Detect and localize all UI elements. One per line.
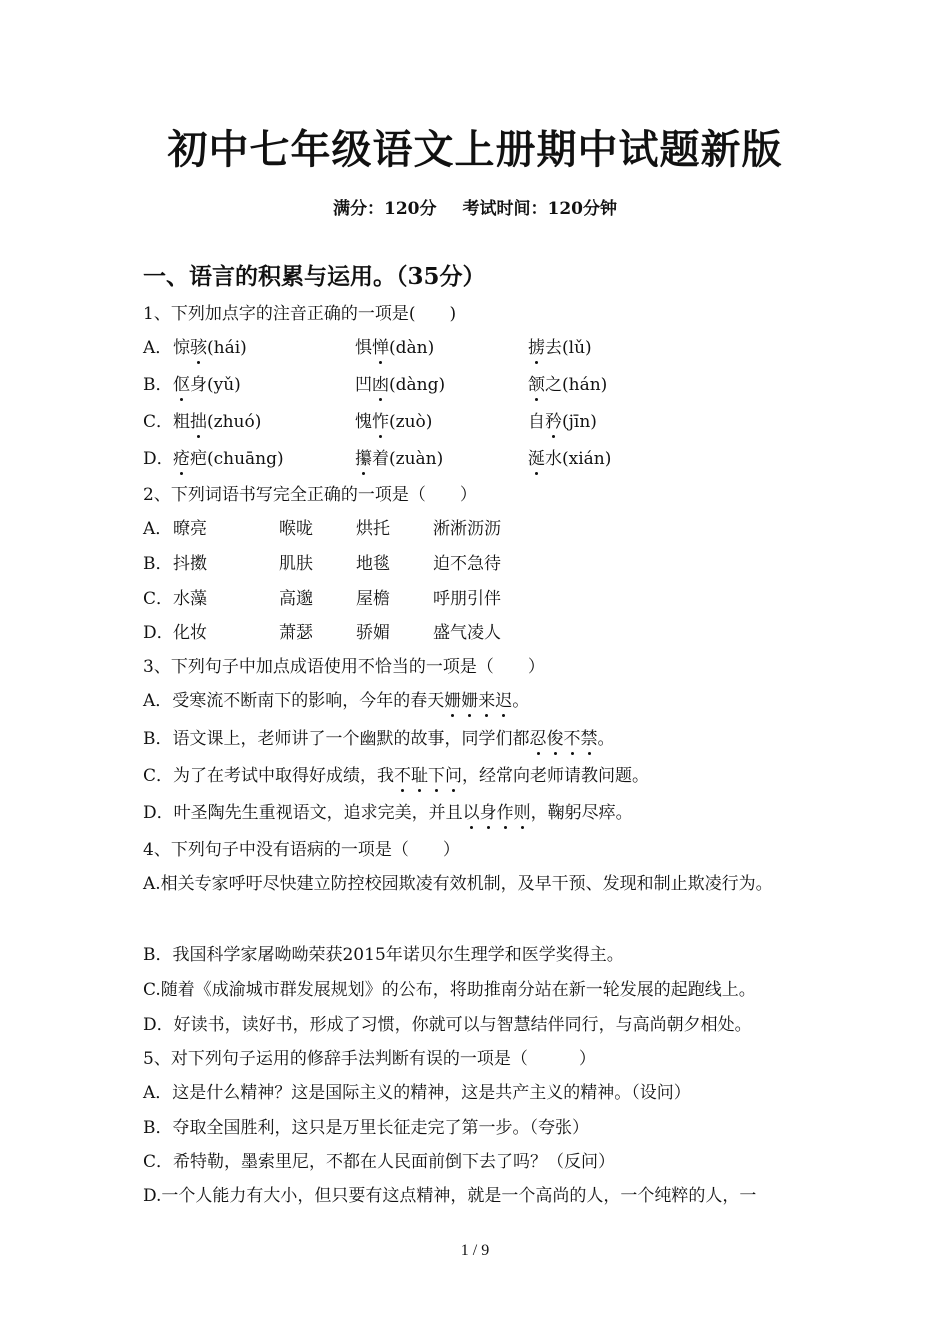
plain-char: 水 (545, 449, 562, 469)
option-word: 高邈 (279, 589, 313, 609)
dotted-char: 伛 (173, 375, 190, 395)
dotted-char: 骇 (190, 338, 207, 358)
sentence-text: D．叶圣陶先生重视语文，追求完美，并且 (143, 803, 463, 823)
question-3-option (143, 801, 813, 825)
plain-char: 去 (545, 338, 562, 358)
dotted-char: 凼 (372, 375, 389, 395)
pinyin: (hái) (207, 338, 247, 358)
plain-char: 粗 (173, 412, 190, 432)
pinyin-item (173, 336, 247, 360)
pinyin-item (173, 447, 284, 471)
dotted-char: 俊 (546, 729, 564, 749)
pinyin: (hán) (562, 375, 608, 395)
dotted-char: 身 (479, 803, 497, 823)
sentence-text: 。 (512, 691, 530, 711)
plain-char: 之 (545, 375, 562, 395)
pinyin: (chuāng) (207, 449, 284, 469)
question-4-option-c: C.随着《成渝城市群发展规划》的公布，将助推南分站在新一轮发展的起跑线上。 (143, 980, 756, 1000)
option-word: 烘托 (356, 519, 390, 539)
option-label: B． (143, 375, 173, 395)
pinyin: (jīn) (562, 412, 597, 432)
sentence-text: ，经常向老师请教问题。 (462, 766, 650, 786)
dotted-char: 颔 (528, 375, 545, 395)
dotted-char: 忍 (529, 729, 547, 749)
dotted-char: 矜 (545, 412, 562, 432)
option-word: 迫不急待 (433, 554, 501, 574)
dotted-char: 不 (394, 766, 412, 786)
question-4-option-a: A.相关专家呼吁尽快建立防控校园欺凌有效机制，及早干预、发现和制止欺凌行为。 (143, 874, 773, 894)
option-word: 水藻 (173, 589, 207, 609)
pinyin: (lǔ) (562, 338, 592, 358)
question-2-stem: 2、下列词语书写完全正确的一项是（ ） (143, 485, 477, 505)
plain-char: 身 (190, 375, 207, 395)
sentence-text: A．受寒流不断南下的影响，今年的春天 (143, 691, 445, 711)
dotted-char: 怍 (372, 412, 389, 432)
page-number: 1 / 9 (460, 1242, 490, 1259)
pinyin: (zhuó) (207, 412, 262, 432)
sentence-text: 。 (597, 729, 615, 749)
plain-char: 疤 (190, 449, 207, 469)
dotted-char: 下 (428, 766, 446, 786)
option-label: A． (143, 519, 173, 539)
question-4-option-b: B．我国科学家屠呦呦荣获2015年诺贝尔生理学和医学奖得主。 (143, 945, 624, 965)
plain-char: 惧 (355, 338, 372, 358)
plain-char: 着 (372, 449, 389, 469)
question-1-stem: 1、下列加点字的注音正确的一项是( ) (143, 304, 457, 324)
exam-meta (0, 194, 950, 219)
dotted-char: 疮 (173, 449, 190, 469)
question-3-option (143, 727, 813, 751)
option-word: 抖擞 (173, 554, 207, 574)
pinyin: (zuò) (389, 412, 433, 432)
option-word: 喉咙 (279, 519, 313, 539)
dotted-char: 耻 (411, 766, 429, 786)
question-5-option-a: A．这是什么精神？这是国际主义的精神，这是共产主义的精神。（设问） (143, 1083, 691, 1103)
dotted-char: 禁 (580, 729, 598, 749)
option-label: D． (143, 449, 174, 469)
pinyin-item (528, 373, 607, 397)
option-word: 化妆 (173, 623, 207, 643)
pinyin-item (355, 410, 432, 434)
sentence-text: ，鞠躬尽瘁。 (530, 803, 633, 823)
pinyin-item (355, 447, 443, 471)
dotted-char: 攥 (355, 449, 372, 469)
question-5-option-d: D.一个人能力有大小，但只要有这点精神，就是一个高尚的人，一个纯粹的人，一 (143, 1186, 757, 1206)
option-label: B． (143, 554, 173, 574)
pinyin: (yǔ) (207, 375, 241, 395)
dotted-char: 则 (513, 803, 531, 823)
dotted-char: 惮 (372, 338, 389, 358)
sentence-text: B．语文课上，老师讲了一个幽默的故事，同学们都 (143, 729, 530, 749)
dotted-char: 不 (563, 729, 581, 749)
dotted-char: 姗 (444, 691, 462, 711)
pinyin: (dàng) (389, 375, 446, 395)
pinyin-item (528, 336, 592, 360)
dotted-char: 掳 (528, 338, 545, 358)
pinyin: (dàn) (389, 338, 435, 358)
sentence-text: C．为了在考试中取得好成绩，我 (143, 766, 395, 786)
plain-char: 自 (528, 412, 545, 432)
option-word: 盛气凌人 (433, 623, 501, 643)
dotted-idiom (444, 691, 512, 711)
dotted-idiom (394, 766, 462, 786)
option-label: A． (143, 338, 173, 358)
dotted-idiom (530, 729, 598, 749)
question-3-option (143, 689, 813, 713)
option-label: D． (143, 623, 174, 643)
pinyin-item (173, 410, 261, 434)
exam-time: 考试时间：120分钟 (462, 199, 617, 219)
option-label: C． (143, 589, 174, 609)
dotted-char: 以 (462, 803, 480, 823)
option-word: 肌肤 (279, 554, 313, 574)
plain-char: 凹 (355, 375, 372, 395)
option-word: 地毯 (356, 554, 390, 574)
pinyin-item (355, 336, 434, 360)
dotted-char: 拙 (190, 412, 207, 432)
pinyin-item (355, 373, 445, 397)
pinyin-item (173, 373, 241, 397)
dotted-char: 姗 (461, 691, 479, 711)
pinyin: (zuàn) (389, 449, 444, 469)
full-score: 满分：120分 (333, 199, 437, 219)
question-5-option-c: C．希特勒，墨索里尼，不都在人民面前倒下去了吗？（反问） (143, 1152, 616, 1172)
pinyin: (xián) (562, 449, 612, 469)
pinyin-item (528, 410, 597, 434)
plain-char: 惊 (173, 338, 190, 358)
question-4-option-d: D．好读书，读好书，形成了习惯，你就可以与智慧结伴同行，与高尚朝夕相处。 (143, 1015, 752, 1035)
dotted-char: 涎 (528, 449, 545, 469)
option-word: 屋檐 (356, 589, 390, 609)
dotted-char: 来 (478, 691, 496, 711)
option-word: 呼朋引伴 (433, 589, 501, 609)
page-title: 初中七年级语文上册期中试题新版 (167, 126, 783, 173)
question-5-stem: 5、对下列句子运用的修辞手法判断有误的一项是（ ） (143, 1049, 596, 1069)
option-word: 萧瑟 (279, 623, 313, 643)
option-label: C． (143, 412, 174, 432)
dotted-char: 问 (445, 766, 463, 786)
section-heading: 一、语言的积累与运用。（35分） (143, 263, 486, 290)
option-word: 淅淅沥沥 (433, 519, 501, 539)
option-word: 暸亮 (173, 519, 207, 539)
dotted-idiom (463, 803, 531, 823)
pinyin-item (528, 447, 611, 471)
option-word: 骄媚 (356, 623, 390, 643)
dotted-char: 迟 (495, 691, 513, 711)
question-3-option (143, 764, 813, 788)
question-3-stem: 3、下列句子中加点成语使用不恰当的一项是（ ） (143, 657, 545, 677)
dotted-char: 作 (496, 803, 514, 823)
question-4-stem: 4、下列句子中没有语病的一项是（ ） (143, 840, 460, 860)
plain-char: 愧 (355, 412, 372, 432)
question-5-option-b: B．夺取全国胜利，这只是万里长征走完了第一步。（夸张） (143, 1118, 589, 1138)
